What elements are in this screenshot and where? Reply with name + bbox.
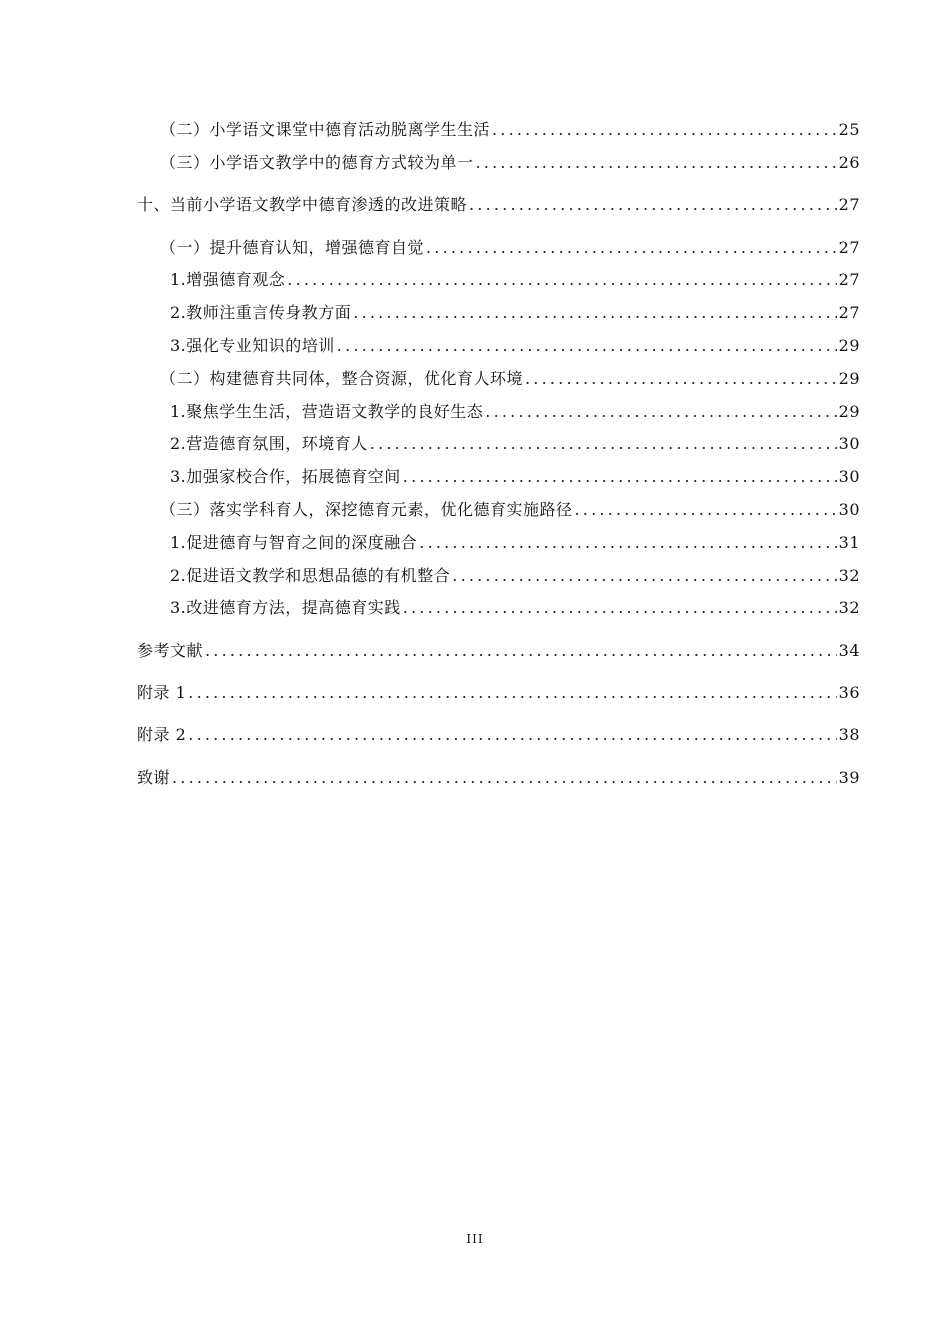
- toc-entry-title: （三）小学语文教学中的德育方式较为单一: [160, 153, 474, 172]
- toc-entry[interactable]: [170, 332, 860, 356]
- toc-leader-dots: [476, 153, 837, 173]
- toc-entry-title: （二）构建德育共同体，整合资源，优化育人环境: [160, 369, 524, 388]
- toc-entry-title: 1.增强德育观念: [170, 270, 286, 289]
- toc-entry-title: 2.营造德育氛围，环境育人: [170, 434, 368, 453]
- toc-entry-title: 参考文献: [137, 641, 204, 660]
- toc-entry-title: （三）落实学科育人，深挖德育元素，优化德育实施路径: [160, 500, 573, 519]
- toc-entry-title: 2.教师注重言传身教方面: [170, 303, 352, 322]
- toc-leader-dots: [575, 500, 837, 520]
- toc-entry-page: 36: [838, 683, 860, 702]
- toc-entry[interactable]: [137, 764, 860, 788]
- toc-entry-title: 附录 2: [137, 725, 187, 744]
- toc-entry-page: 32: [838, 598, 860, 617]
- toc-entry-title: 2.促进语文教学和思想品德的有机整合: [170, 566, 451, 585]
- toc-entry-page: 39: [838, 768, 860, 787]
- toc-entry-page: 38: [838, 725, 860, 744]
- toc-leader-dots: [370, 434, 837, 454]
- toc-entry[interactable]: [160, 496, 860, 520]
- toc-leader-dots: [188, 725, 836, 745]
- toc-entry[interactable]: [170, 594, 860, 618]
- toc-entry[interactable]: [170, 562, 860, 586]
- toc-entry[interactable]: [137, 191, 860, 215]
- toc-entry[interactable]: [137, 679, 860, 703]
- toc-entry[interactable]: [170, 266, 860, 290]
- toc-entry-page: 32: [838, 566, 860, 585]
- toc-entry-title: 十、当前小学语文教学中德育渗透的改进策略: [137, 195, 468, 214]
- toc-entry-page: 27: [838, 238, 860, 257]
- toc-entry-page: 29: [838, 402, 860, 421]
- toc-leader-dots: [205, 641, 837, 661]
- toc-entry-title: （一）提升德育认知，增强德育自觉: [160, 238, 425, 257]
- toc-entry-page: 29: [838, 336, 860, 355]
- page-number: III: [466, 1232, 484, 1246]
- toc-entry-title: 1.聚焦学生生活，营造语文教学的良好生态: [170, 402, 484, 421]
- toc-entry-page: 25: [838, 120, 860, 139]
- toc-entry-title: 附录 1: [137, 683, 187, 702]
- toc-entry[interactable]: [160, 116, 860, 140]
- toc-entry-page: 29: [838, 369, 860, 388]
- toc-leader-dots: [525, 369, 837, 389]
- toc-leader-dots: [419, 533, 836, 553]
- toc-entry[interactable]: [170, 299, 860, 323]
- toc-entry-page: 27: [838, 303, 860, 322]
- toc-entry-page: 31: [838, 533, 860, 552]
- toc-leader-dots: [452, 566, 836, 586]
- toc-entry-title: 3.加强家校合作，拓展德育空间: [170, 467, 401, 486]
- toc-entry-page: 30: [838, 467, 860, 486]
- toc-leader-dots: [337, 336, 837, 356]
- toc-entry-page: 27: [838, 195, 860, 214]
- toc-entry[interactable]: [170, 398, 860, 422]
- toc-entry[interactable]: [137, 721, 860, 745]
- toc-leader-dots: [403, 598, 837, 618]
- toc-entry-title: 3.改进德育方法，提高德育实践: [170, 598, 401, 617]
- toc-entry-title: 3.强化专业知识的培训: [170, 336, 335, 355]
- toc-entry-page: 30: [838, 500, 860, 519]
- toc-entry[interactable]: [170, 529, 860, 553]
- toc-entry-page: 27: [838, 270, 860, 289]
- toc-entry-title: （二）小学语文课堂中德育活动脱离学生生活: [160, 120, 491, 139]
- toc-leader-dots: [188, 683, 836, 703]
- toc-leader-dots: [172, 768, 837, 788]
- toc-entry-page: 34: [838, 641, 860, 660]
- toc-entry-page: 30: [838, 434, 860, 453]
- toc-entry[interactable]: [170, 430, 860, 454]
- toc-entry-title: 1.促进德育与智育之间的深度融合: [170, 533, 418, 552]
- toc-entry[interactable]: [170, 463, 860, 487]
- toc-leader-dots: [426, 238, 837, 258]
- toc-leader-dots: [492, 120, 837, 140]
- toc-leader-dots: [287, 270, 836, 290]
- toc-leader-dots: [469, 195, 837, 215]
- toc-entry[interactable]: [160, 365, 860, 389]
- toc-entry-page: 26: [838, 153, 860, 172]
- toc-leader-dots: [403, 467, 837, 487]
- toc-leader-dots: [485, 402, 836, 422]
- toc-entry[interactable]: [160, 149, 860, 173]
- toc-entry[interactable]: [137, 637, 860, 661]
- toc-leader-dots: [353, 303, 836, 323]
- toc-entry[interactable]: [160, 234, 860, 258]
- toc-entry-title: 致谢: [137, 768, 171, 787]
